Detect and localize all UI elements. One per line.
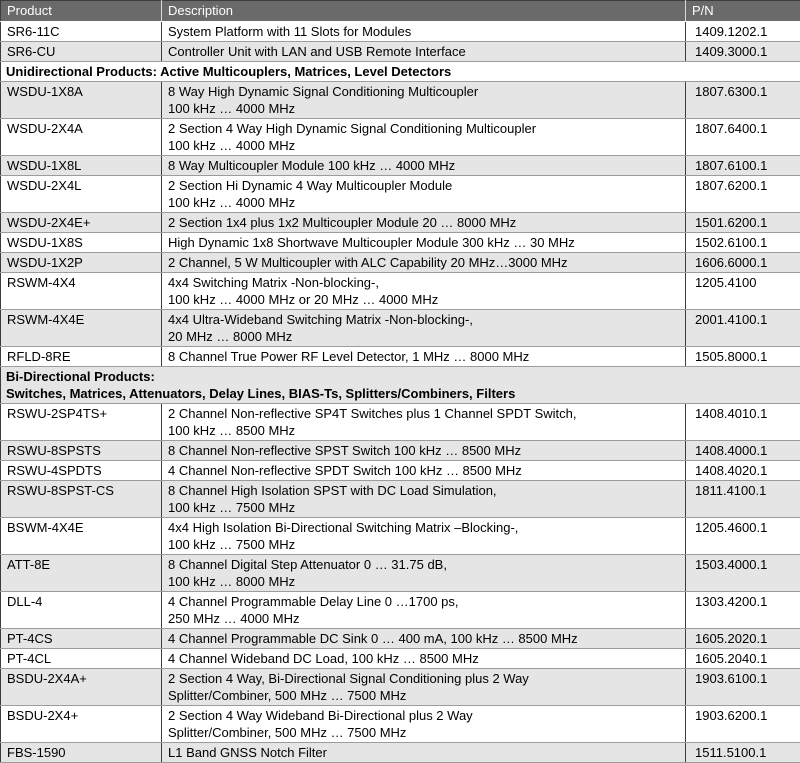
description-line: 8 Way Multicoupler Module 100 kHz … 4000 MHz: [168, 157, 679, 174]
description-line: 100 kHz … 4000 MHz: [168, 137, 679, 154]
pn-cell: 1408.4000.1: [686, 441, 800, 461]
section-header-cell: [1, 62, 800, 82]
product-cell: WSDU-1X2P: [1, 253, 162, 273]
table-row: [1, 743, 800, 763]
description-line: 2 Section 4 Way Wideband Bi-Directional plus 2 Way: [168, 707, 679, 724]
pn-cell: 1807.6300.1: [686, 82, 800, 119]
pn-cell: 1811.4100.1: [686, 481, 800, 518]
pn-cell: 1303.4200.1: [686, 592, 800, 629]
pn-cell: 1606.6000.1: [686, 253, 800, 273]
pn-cell: 1409.3000.1: [686, 42, 800, 62]
product-cell: PT-4CL: [1, 649, 162, 669]
column-header-pn: P/N: [686, 1, 800, 22]
description-line: Controller Unit with LAN and USB Remote Interface: [168, 43, 679, 60]
product-cell: BSDU-2X4+: [1, 706, 162, 743]
description-cell: [162, 461, 686, 481]
description-line: 100 kHz … 4000 MHz: [168, 100, 679, 117]
description-cell: [162, 347, 686, 367]
description-line: 8 Channel Non-reflective SPST Switch 100 kHz … 8500 MHz: [168, 442, 679, 459]
table-row: [1, 176, 800, 213]
description-cell: [162, 82, 686, 119]
pn-cell: 1505.8000.1: [686, 347, 800, 367]
table-row: [1, 119, 800, 156]
description-cell: [162, 706, 686, 743]
description-line: Splitter/Combiner, 500 MHz … 7500 MHz: [168, 724, 679, 741]
description-line: 100 kHz … 4000 MHz: [168, 194, 679, 211]
description-line: 4x4 Switching Matrix -Non-blocking-,: [168, 274, 679, 291]
product-cell: BSDU-2X4A+: [1, 669, 162, 706]
pn-cell: 1903.6200.1: [686, 706, 800, 743]
pn-cell: 1807.6200.1: [686, 176, 800, 213]
table-row: [1, 347, 800, 367]
product-cell: FBS-1590: [1, 743, 162, 763]
description-cell: [162, 253, 686, 273]
section-header-line: Bi-Directional Products:: [6, 368, 794, 385]
section-header-line: Unidirectional Products: Active Multicouplers, Matrices, Level Detectors: [6, 63, 794, 80]
description-line: 100 kHz … 7500 MHz: [168, 499, 679, 516]
description-cell: [162, 119, 686, 156]
description-line: 100 kHz … 4000 MHz or 20 MHz … 4000 MHz: [168, 291, 679, 308]
description-line: 2 Channel Non-reflective SP4T Switches plus 1 Channel SPDT Switch,: [168, 405, 679, 422]
description-line: 4x4 Ultra-Wideband Switching Matrix -Non-blocking-,: [168, 311, 679, 328]
description-cell: [162, 22, 686, 42]
pn-cell: 1205.4600.1: [686, 518, 800, 555]
description-line: L1 Band GNSS Notch Filter: [168, 744, 679, 761]
product-cell: WSDU-2X4E+: [1, 213, 162, 233]
pn-cell: 1409.1202.1: [686, 22, 800, 42]
pn-cell: 1408.4010.1: [686, 404, 800, 441]
section-header-line: Switches, Matrices, Attenuators, Delay Lines, BIAS-Ts, Splitters/Combiners, Filters: [6, 385, 794, 402]
description-line: 4 Channel Programmable Delay Line 0 …1700 ps,: [168, 593, 679, 610]
table-row: [1, 669, 800, 706]
description-cell: [162, 156, 686, 176]
product-cell: WSDU-2X4A: [1, 119, 162, 156]
description-line: 8 Channel Digital Step Attenuator 0 … 31.75 dB,: [168, 556, 679, 573]
table-row: [1, 441, 800, 461]
table-row: [1, 649, 800, 669]
product-cell: WSDU-1X8S: [1, 233, 162, 253]
table-row: [1, 253, 800, 273]
pn-cell: 1605.2020.1: [686, 629, 800, 649]
description-line: 8 Channel High Isolation SPST with DC Load Simulation,: [168, 482, 679, 499]
description-cell: [162, 42, 686, 62]
description-cell: [162, 649, 686, 669]
column-header-product: Product: [1, 1, 162, 22]
description-line: 100 kHz … 7500 MHz: [168, 536, 679, 553]
description-line: 2 Section 1x4 plus 1x2 Multicoupler Module 20 … 8000 MHz: [168, 214, 679, 231]
description-cell: [162, 176, 686, 213]
pn-cell: 1807.6400.1: [686, 119, 800, 156]
product-cell: SR6-11C: [1, 22, 162, 42]
product-cell: DLL-4: [1, 592, 162, 629]
product-cell: RSWM-4X4: [1, 273, 162, 310]
pn-cell: 1503.4000.1: [686, 555, 800, 592]
pn-cell: 1807.6100.1: [686, 156, 800, 176]
product-cell: RFLD-8RE: [1, 347, 162, 367]
description-cell: [162, 273, 686, 310]
description-cell: [162, 213, 686, 233]
table-row: [1, 22, 800, 42]
section-header-cell: [1, 367, 800, 404]
description-line: Splitter/Combiner, 500 MHz … 7500 MHz: [168, 687, 679, 704]
table-row: [1, 706, 800, 743]
pn-cell: 1205.4100: [686, 273, 800, 310]
table-row: [1, 592, 800, 629]
table-row: [1, 42, 800, 62]
description-line: High Dynamic 1x8 Shortwave Multicoupler Module 300 kHz … 30 MHz: [168, 234, 679, 251]
table-row: [1, 273, 800, 310]
pn-cell: 1511.5100.1: [686, 743, 800, 763]
table-row: [1, 156, 800, 176]
description-cell: [162, 310, 686, 347]
description-line: 2 Section Hi Dynamic 4 Way Multicoupler Module: [168, 177, 679, 194]
table-row: [1, 404, 800, 441]
product-cell: WSDU-1X8L: [1, 156, 162, 176]
description-cell: [162, 404, 686, 441]
description-cell: [162, 518, 686, 555]
product-cell: PT-4CS: [1, 629, 162, 649]
description-cell: [162, 629, 686, 649]
description-line: 4 Channel Wideband DC Load, 100 kHz … 8500 MHz: [168, 650, 679, 667]
description-line: 100 kHz … 8500 MHz: [168, 422, 679, 439]
description-cell: [162, 592, 686, 629]
description-line: System Platform with 11 Slots for Modules: [168, 23, 679, 40]
product-cell: WSDU-1X8A: [1, 82, 162, 119]
table-row: [1, 213, 800, 233]
table-row: [1, 555, 800, 592]
product-cell: RSWU-8SPSTS: [1, 441, 162, 461]
table-row: [1, 233, 800, 253]
description-line: 2 Section 4 Way, Bi-Directional Signal Conditioning plus 2 Way: [168, 670, 679, 687]
section-header-row: [1, 62, 800, 82]
product-cell: SR6-CU: [1, 42, 162, 62]
description-line: 4 Channel Programmable DC Sink 0 … 400 mA, 100 kHz … 8500 MHz: [168, 630, 679, 647]
pn-cell: 1501.6200.1: [686, 213, 800, 233]
table-row: [1, 629, 800, 649]
description-cell: [162, 669, 686, 706]
section-header-row: [1, 367, 800, 404]
description-line: 100 kHz … 8000 MHz: [168, 573, 679, 590]
description-cell: [162, 743, 686, 763]
description-cell: [162, 481, 686, 518]
table-header-row: [1, 1, 800, 22]
product-cell: RSWU-8SPST-CS: [1, 481, 162, 518]
table-row: [1, 481, 800, 518]
table-row: [1, 518, 800, 555]
table-row: [1, 461, 800, 481]
product-cell: RSWM-4X4E: [1, 310, 162, 347]
pn-cell: 1408.4020.1: [686, 461, 800, 481]
description-cell: [162, 233, 686, 253]
column-header-description: Description: [162, 1, 686, 22]
table-row: [1, 82, 800, 119]
pn-cell: 1903.6100.1: [686, 669, 800, 706]
product-cell: BSWM-4X4E: [1, 518, 162, 555]
description-line: 8 Channel True Power RF Level Detector, 1 MHz … 8000 MHz: [168, 348, 679, 365]
product-cell: RSWU-2SP4TS+: [1, 404, 162, 441]
description-line: 4x4 High Isolation Bi-Directional Switching Matrix –Blocking-,: [168, 519, 679, 536]
description-cell: [162, 441, 686, 461]
table-row: [1, 310, 800, 347]
description-line: 8 Way High Dynamic Signal Conditioning Multicoupler: [168, 83, 679, 100]
description-line: 4 Channel Non-reflective SPDT Switch 100 kHz … 8500 MHz: [168, 462, 679, 479]
description-cell: [162, 555, 686, 592]
product-cell: WSDU-2X4L: [1, 176, 162, 213]
description-line: 2 Channel, 5 W Multicoupler with ALC Capability 20 MHz…3000 MHz: [168, 254, 679, 271]
description-line: 2 Section 4 Way High Dynamic Signal Conditioning Multicoupler: [168, 120, 679, 137]
pn-cell: 2001.4100.1: [686, 310, 800, 347]
product-cell: RSWU-4SPDTS: [1, 461, 162, 481]
product-cell: ATT-8E: [1, 555, 162, 592]
pn-cell: 1502.6100.1: [686, 233, 800, 253]
pn-cell: 1605.2040.1: [686, 649, 800, 669]
description-line: 20 MHz … 8000 MHz: [168, 328, 679, 345]
description-line: 250 MHz … 4000 MHz: [168, 610, 679, 627]
